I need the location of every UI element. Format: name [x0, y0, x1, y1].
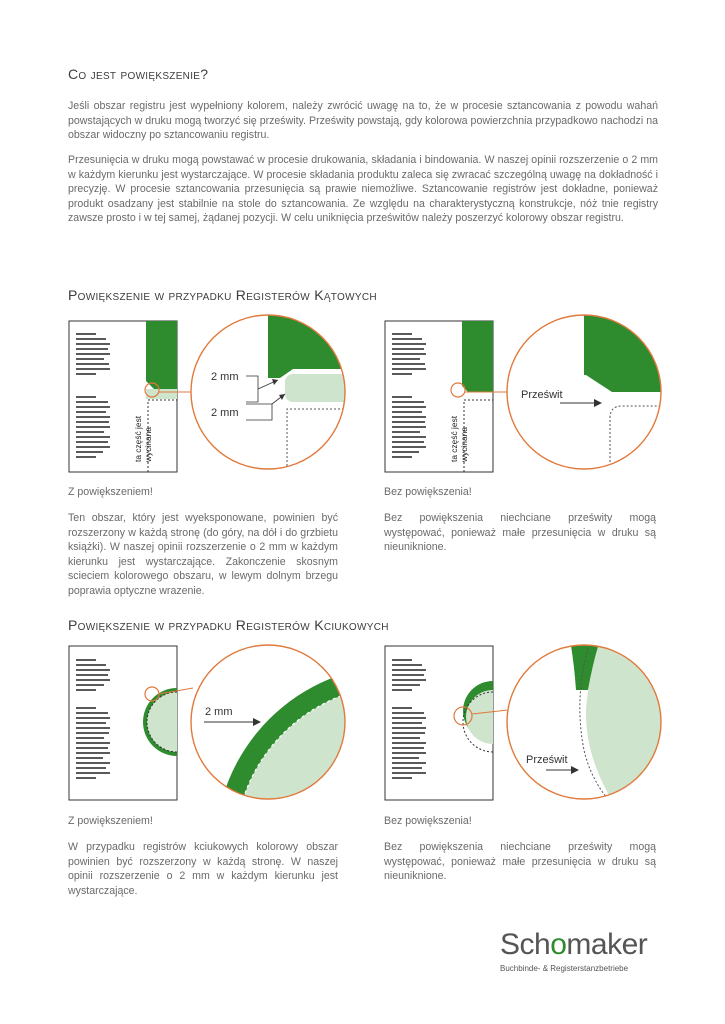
s1-left-cut-label: ta część jest wycinana — [133, 415, 153, 462]
s1-left-caption: Z powiększeniem! — [68, 486, 153, 498]
s1-right-cut-label: ta część jest wycinana — [449, 415, 469, 462]
s2-right-caption: Bez powiększenia! — [384, 815, 472, 827]
s1-dim-label-1: 2 mm — [211, 371, 239, 383]
s1-left-page-illustration — [69, 321, 191, 472]
s1-dim-label-2: 2 mm — [211, 407, 239, 419]
s1-left-text: Ten obszar, który jest wyeksponowane, powinien być rozszerzony w każdą stronę (do góry, na dół i do grzbietu książki). W naszej opinii rozszerzenie o 2 mm w każdym kierunku jest wystarczające. Zakonczenie skosnym scieciem kolorowego obszaru, w lewym dolnym brzegu poprawia optyczne wrazenie. — [68, 512, 338, 597]
s2-dim-label: 2 mm — [205, 706, 233, 718]
intro-paragraph-2: Przesunięcia w druku mogą powstawać w procesie drukowania, składania i bindowania. W naszej opinii rozszerzenie o 2 mm w każdym kierunku jest wystarczające. W procesie składania produktu zaleca się zwracać szczególną uwagę na dokładność i precyzję. W procesie sztancowania przesunięcia są prawie niemożliwe. Sztancowanie registrów jest dokładne, ponieważ produkt osadzany jest stabilnie na stole do sztancowania. Ze względu na charakterystyczną konstrukcje, nóż tnie registry zawsze prosto i w tej samej, żądanej pozycji. W celu uniknięcia prześwitów należy poszerzyć kolorowy obszar registru. — [68, 154, 658, 225]
section2-heading: Powiększenie w przypadku Registerów Kciukowych — [68, 617, 389, 633]
brand-logo: Schomaker — [500, 928, 648, 961]
intro-paragraph-1: Jeśli obszar registru jest wypełniony kolorem, należy zwrócić uwagę na to, że w procesie sztancowania z powodu wahań powstających w druku mogą tworzyć się prześwity. Prześwity powstają, gdy kolorowa powierzchnia przypadkowo nachodzi na obszar widoczny po sztancowaniu registru. — [68, 100, 658, 142]
s2-gap-label: Prześwit — [526, 754, 568, 766]
s2-right-magnifier — [507, 640, 680, 810]
s2-left-text: W przypadku registrów kciukowych kolorowy obszar powinien być rozszerzony w każdą stronę. W naszej opinii rozszerzenie o 2 mm w każdym kierunku jest wystarczające. — [68, 841, 338, 897]
s2-left-page-illustration — [69, 646, 211, 800]
s1-right-text: Bez powiększenia niechciane prześwity mogą występować, ponieważ małe przesunięcia w druku są nieuniknione. — [384, 512, 656, 554]
s2-right-page-illustration — [385, 646, 523, 800]
s1-left-magnifier — [191, 310, 365, 470]
s1-gap-label: Prześwit — [521, 389, 563, 401]
section1-heading: Powiększenie w przypadku Registerów Kątowych — [68, 287, 377, 303]
page-title: Co jest powiększenie? — [68, 66, 209, 82]
s1-right-page-illustration — [385, 321, 507, 472]
s2-right-text: Bez powiększenia niechciane prześwity mogą występować, ponieważ małe przesunięcia w druku są nieuniknione. — [384, 841, 656, 883]
s1-right-caption: Bez powiększenia! — [384, 486, 472, 498]
s2-left-caption: Z powiększeniem! — [68, 815, 153, 827]
brand-tagline: Buchbinde- & Registerstanzbetriebe — [500, 964, 629, 973]
